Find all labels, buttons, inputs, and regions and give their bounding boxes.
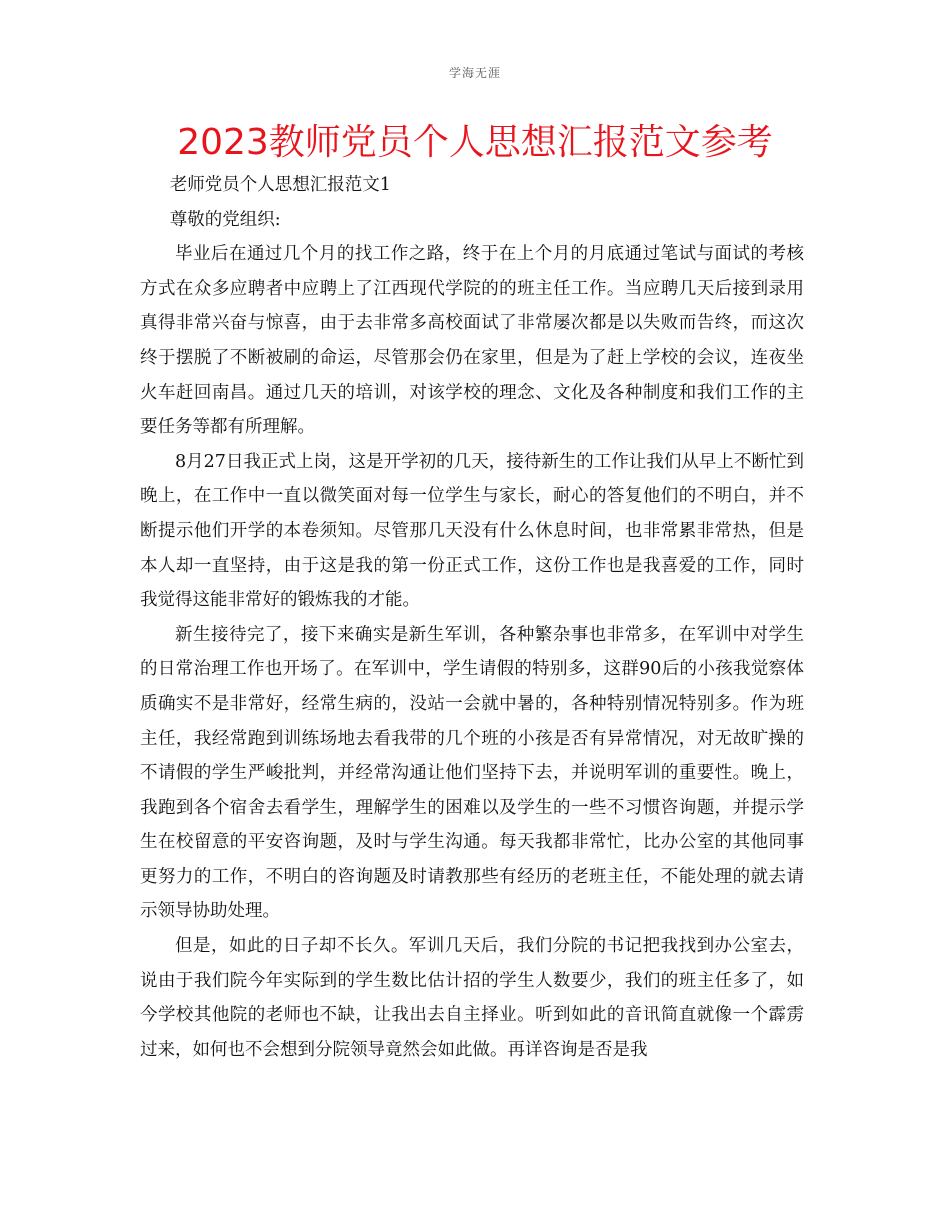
paragraph-1: 毕业后在通过几个月的找工作之路，终于在上个月的月底通过笔试与面试的考核方式在众多应聘者中应聘上了江西现代学院的的班主任工作。当应聘几天后接到录用真得非常兴奋与惊喜，由于去非常多高校面试了非常屡次都是以失败而告终，而这次终于摆脱了不断被刷的命运，尽管那会仍在家里，但是为了赶上学校的会议，连夜坐火车赶回南昌。通过几天的培训，对该学校的理念、文化及各种制度和我们工作的主要任务等都有所理解。	[140, 244, 804, 438]
document-title: 2023教师党员个人思想汇报范文参考	[177, 122, 773, 163]
paragraph-3: 新生接待完了，接下来确实是新生军训，各种繁杂事也非常多，在军训中对学生的日常治理工作也开场了。在军训中，学生请假的特别多，这群90后的小孩我觉察体质确实不是非常好，经常生病的，没站一会就中暑的，各种特别情况特别多。作为班主任，我经常跑到训练场地去看我带的几个班的小孩是否有异常情况，对无故旷操的不请假的学生严峻批判，并经常沟通让他们坚持下去，并说明军训的重要性。晚上，我跑到各个宿舍去看学生，理解学生的困难以及学生的一些不习惯咨询题，并提示学生在校留意的平安咨询题，及时与学生沟通。每天我都非常忙，比办公室的其他同事更努力的工作，不明白的咨询题及时请教那些有经历的老班主任，不能处理的就去请示领导协助处理。	[140, 624, 804, 922]
page-header: 学海无涯	[448, 66, 501, 80]
document-subtitle: 老师党员个人思想汇报范文1	[169, 175, 391, 195]
paragraph-2: 8月27日我正式上岗，这是开学初的几天，接待新生的工作让我们从早上不断忙到晚上，在工作中一直以微笑面对每一位学生与家长，耐心的答复他们的不明白，并不断提示他们开学的本卷须知。尽管那几天没有什么休息时间，也非常累非常热，但是本人却一直坚持，由于这是我的第一份正式工作，这份工作也是我喜爱的工作，同时我觉得这能非常好的锻炼我的才能。	[140, 451, 804, 611]
salutation: 尊敬的党组织:	[169, 209, 281, 230]
paragraph-4: 但是，如此的日子却不长久。军训几天后，我们分院的书记把我找到办公室去，说由于我们院今年实际到的学生数比估计招的学生人数要少，我们的班主任多了，如今学校其他院的老师也不缺，让我出去自主择业。听到如此的音讯简直就像一个霹雳过来，如何也不会想到分院领导竟然会如此做。再详咨询是否是我	[140, 936, 804, 1060]
document-body	[140, 168, 804, 1067]
